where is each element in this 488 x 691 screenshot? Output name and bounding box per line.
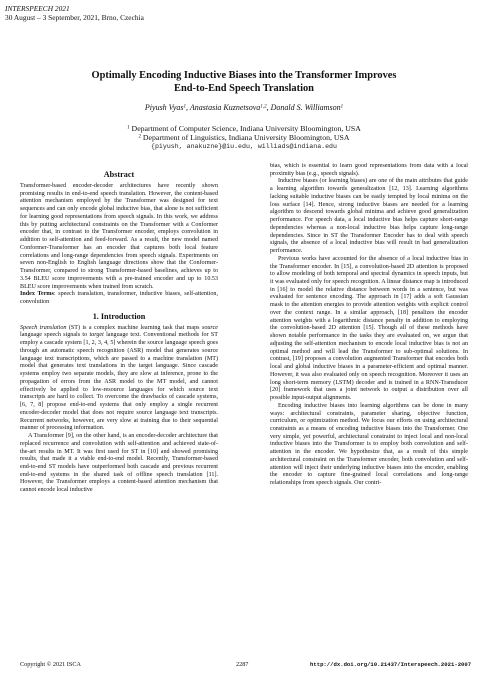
- intro-p1-part-b: language speech signals to: [20, 332, 90, 339]
- intro-p1-part-a: (ST) is a complex machine learning task that maps: [66, 324, 202, 331]
- title-line-2: End-to-End Speech Translation: [174, 83, 314, 94]
- index-terms-text: : speech translation, transformer, inductive biases, self-attention, convolution: [20, 291, 218, 306]
- index-terms: [20, 291, 218, 306]
- intro-paragraph-1: [20, 325, 218, 433]
- copyright-notice: Copyright © 2021 ISCA: [20, 661, 81, 668]
- author-2: , Anastasia Kuznetsova: [186, 103, 261, 112]
- intro-paragraph-2: A Transformer [9], on the other hand, is an encoder-decoder architecture that replaced recurrence and convolution with self-attention and achieved state-of-the-art results in MT. It was first used for ST in [10] and showed promising results, that made it a viable end-to-end model. Recently, Transformer-based end-to-end ST models have outperformed both cascade and previous recurrent end-to-end systems in the shared task of offline speech translation [11]. However, the Transformer employs a content-based attention mechanism that cannot encode local inductive: [20, 433, 218, 494]
- conference-dates: 30 August – 3 September, 2021, Brno, Czechia: [5, 13, 144, 23]
- affiliation-1-marker: 1: [127, 125, 130, 131]
- right-column: [270, 163, 468, 653]
- intro-term-speech-translation: Speech translation: [20, 324, 67, 331]
- right-paragraph-3: Previous works have accounted for the absence of a local inductive bias in the Transformer encoder. In [15], a convolution-based 2D attention is proposed to allow modeling of both temporal and spectral dynamics in speech inputs, but it was evaluated only for speech recognition. A linear distance map is introduced in [16] to model the relative distance between words in a sentence, but was evaluated for sentence encoding. The approach in [17] adds a soft Gaussian mask to the attention energies to provide attention weights with explicit control over the context range. In a similar approach, [18] penalizes the encoder attention weights with a logarithmic distance penalty in addition to employing the convolution-based 2D attention [15]. Though all of these methods have shown notable performance in the tasks they are evaluated on, we argue that adjusting the self-attention mechanism to encode local inductive bias is not an optimal method and will lead the Transformer to sub-optimal solutions. In contrast, [19] proposes a convolution augmented Transformer that encodes both local and global inductive biases in a parameter-efficient and optimal manner. However, it was also evaluated only on speech recognition. Moreover it uses an long short-term memory (LSTM) decoder and is trained in a RNN-Transducer [20] framework that uses a joint network to output a distribution over all possible input-output alignments.: [270, 255, 468, 402]
- left-column: [20, 170, 218, 652]
- intro-term-source: source: [201, 324, 218, 331]
- author-3-affil: 1: [340, 104, 344, 110]
- author-1-affil: 1: [183, 104, 186, 110]
- author-list: [30, 103, 458, 113]
- affiliation-2: [30, 133, 458, 142]
- intro-term-target: target: [89, 332, 104, 339]
- abstract-heading: Abstract: [103, 170, 135, 179]
- paper-title: [40, 69, 448, 95]
- author-2-affil: 1,2: [260, 104, 267, 110]
- affiliations: [30, 124, 458, 152]
- affiliation-1-text: Department of Computer Science, Indiana University Bloomington, USA: [129, 124, 361, 133]
- doi-link[interactable]: http://dx.doi.org/10.21437/Interspeech.2021-2007: [310, 661, 472, 668]
- right-paragraph-2: Inductive biases (or learning biases) are one of the main attributes that guide a learning algorithm towards generalization [12, 13]. Learning algorithms lacking suitable inductive biases can be easily tempted by local minima on the loss surface [14]. Hence, strong inductive biases are needed for a learning algorithm to descend towards global minima and achieve good generalization performance. For speech data, a local inductive bias helps capture short-range dependencies whereas a non-local inductive bias helps capture long-range dependencies. Since in ST the Transformer Encoder has to deal with speech signals, the absence of a local inductive bias will result in bad generalization performance.: [270, 178, 468, 255]
- introduction-heading: 1. Introduction: [92, 311, 146, 321]
- conference-header: [5, 4, 144, 23]
- affiliation-1: [30, 124, 458, 133]
- right-paragraph-1: bias, which is essential to learn good representations from data with a local proximity bias (e.g., speech signals).: [270, 163, 468, 177]
- affiliation-2-text: Department of Linguistics, Indiana University Bloomington, USA: [140, 133, 350, 143]
- title-line-1: Optimally Encoding Inductive Biases into the Transformer Improves: [91, 70, 397, 81]
- conference-name: INTERSPEECH 2021: [5, 4, 70, 13]
- right-paragraph-4: Encoding inductive biases into learning algorithms can be done in many ways: architectural constraints, parameter sharing, objective function, curriculum, or optimization method. We focus our efforts on using architectural constraints as a means of encoding inductive biases into the Transformer. One very simple, yet powerful, architectural constraint to inject local and non-local inductive biases into the Transformer is to employ both convolution and self-attention in the encoder. We hypothesize that, as a result of this simple architectural constraint on the Transformer encoder, both convolution and self-attention will inject their underlying inductive biases into the encoder, enabling the encoder to capture fine-grained local correlations and long-range relationships from speech signals. Our contri-: [270, 402, 468, 487]
- author-3: , Donald S. Williamson: [266, 103, 341, 112]
- affiliation-2-marker: 2: [138, 134, 141, 140]
- author-1: Piyush Vyas: [144, 103, 184, 112]
- author-emails: {piyush, anakuzne}@iu.edu, williads@indiana.edu: [151, 143, 337, 151]
- index-terms-label: Index Terms: [20, 291, 54, 298]
- intro-p1-part-c: language text. Conventional methods for ST employ a cascade system [1, 2, 3, 4, 5] wherein the source language speech goes through an automatic speech recognition (ASR) model that generates source language text transcriptions, which are passed to a machine translation (MT) model that generates text translations in the target language. Since cascade systems employ two separate models, they are slow at inference, prone to the propagation of errors from the ASR model to the MT model, and cannot effectively be applied to low-resource languages for which source text transcripts are hard to collect. To overcome the drawbacks of cascade systems, [6, 7, 8] propose end-to-end systems that only employ a single recurrent encoder-decoder model that does not require source language text transcripts. Recurrent networks, however, are very slow at training due to their sequential manner of processing information.: [20, 332, 218, 432]
- page-number: 2287: [236, 661, 249, 668]
- abstract-text: Transformer-based encoder-decoder architectures have recently shown promising results in end-to-end speech translation. However, the content-based attention mechanism employed by the Transformer was designed for text sequences and can only encode global inductive bias, that alone is not sufficient for learning good representations from speech signals. In this work, we address this by putting architectural constraints on the Transformer with a Conformer encoder that, in contrast to the Transformer encoder, employs convolution in addition to self-attention and feed-forward. As a result, the new model named Conformer-Transformer has an encoder that captures both local feature correlations and long-range dependencies from speech signals. Experiments on seven non-English to English language directions show that the Conformer-Transformer, compared to strong Transformer-based baselines, achieves up to 3.54 BLEU score improvements with a pre-trained encoder and up to 10.53 BLEU score improvements when trained from scratch.: [20, 183, 218, 290]
